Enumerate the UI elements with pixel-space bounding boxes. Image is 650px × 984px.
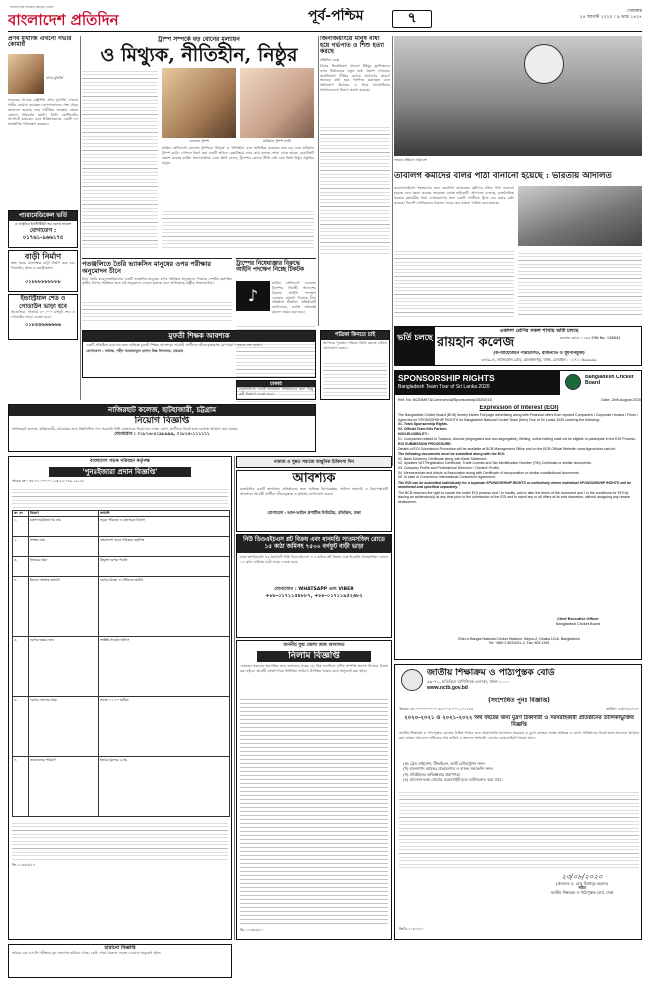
ad-dhanmondi-title: নিউ ডিওএইচএস প্লট বিক্রয় এবং ধানমন্ডি সাতমসজিদ রোডে ১৫ কাঠা জমিসহ ৭৫০০ বর্গফুট বাড়ী ভাড়া (237, 535, 391, 553)
ad-bcb-document: 01. Bank Solvency Certificate along with Bank Statement. (398, 456, 488, 461)
ad-lost (8, 944, 232, 978)
table-cell: সকাল ১১.০০ ঘটিকা (99, 697, 230, 757)
ad-nctb-condition: (ঘ) আবেদন ফরম বোর্ডের ওয়েবসাইট হতে ডাউনলোড করা যাবে। (403, 776, 503, 782)
ad-rayhan-top: একাদশ শ্রেণির সকল শাখায় ভর্তি চলছে (499, 328, 579, 334)
ad-punoroi-memo: স্মারক নং : ৩৫.০১.০০০০.১২৩.৫২.০৫৯.১৯-২৮ (12, 479, 84, 484)
ad-jobs (236, 380, 316, 400)
ad-bcb-address: Sher-e-Bangla National Cricket Stadium, Mirpur-2, Dhaka-1216, Bangladesh (458, 637, 580, 641)
ad-punoroi-table (12, 510, 230, 817)
protest-photo (394, 36, 642, 156)
ad-paramedical (8, 210, 78, 248)
column-rule (234, 456, 235, 940)
table-row (13, 697, 230, 757)
trump-body: মার্কিন প্রেসিডেন্ট ডোনাল্ড ট্রাম্পকে 'মিথ্যুক' ও 'নীতিহীন' বলে অভিহিত করেছেন তার বড় বোন মারিয়ান ট্রাম্প ব্যারি। গোপনে ধারণ করা একটি অডিও রেকর্ডিংয়ে এসব কথা বলতে শোনা গেছে তাকে। রেকর্ডিংটি প্রকাশ করেছে মার্কিন সংবাদমাধ্যম। এতে তিনি বলেন, ট্রাম্পের কোনো নীতি নেই এবং তিনি নিষ্ঠুর প্রকৃতির মানুষ। (162, 146, 314, 165)
dateline (580, 9, 642, 20)
table-header-cell: ক্র. নং (13, 510, 29, 516)
tablig-story (394, 172, 642, 322)
ad-mufti-title: মুফতী শিক্ষক আবশ্যক (83, 331, 315, 342)
ad-najirhat-title: নাজিরহাট কলেজ, হাটহাজারী, চট্টগ্রাম (9, 405, 315, 416)
ad-bcb-item: 02. Official Team Kits Partner. (398, 426, 448, 431)
table-cell: ৭. (13, 757, 29, 817)
ad-industrial-title: ইন্ডাস্ট্রিয়াল শেড ও গোডাউন ভাড়া হবে (19, 295, 67, 310)
ad-abashyak-body: রাজধানীর একটি স্বনামধন্য প্রতিষ্ঠানের জন্য অভিজ্ঞ হিসাবরক্ষক, অফিস সহকারী ও নিরাপত্তাকর্মী আবশ্যক। আগ্রহী প্রার্থীরা জীবনবৃত্তান্ত ও ছবিসহ যোগাযোগ করুন। (240, 487, 388, 497)
vaccine-body: চীনে তৈরি করোনাভাইরাসের একটি ভ্যাকসিন মানুষের ওপর পরীক্ষার অনুমোদন দিয়েছে দেশটির কর্তৃপক্ষ। তৃতীয় ধাপের পরীক্ষার জন্য এই অনুমোদন দেওয়া হয়েছে বলে জানিয়েছে রাষ্ট্রীয় সংবাদমাধ্যম। (82, 276, 232, 286)
ad-nctb-details (399, 789, 639, 869)
trump-caption-left: ডোনাল্ড ট্রাম্প (189, 139, 209, 143)
ad-paramedical-phone-label: যোগাযোগ : (29, 227, 57, 234)
table-cell: ইজারা সংক্রান্ত তথ্যাদি (29, 577, 99, 637)
ad-nilam-org: মাননীয় যুগ্ম জেলা জজ আদালত (283, 643, 345, 648)
ad-nctb-condition: (খ) হালনাগাদ আয়কর প্রত্যয়নপত্র ও ব্যাংক সলভেন্সি সনদ। (403, 766, 494, 772)
ad-lost-body: আমার এস.এস.সি পরীক্ষার মূল সনদপত্র হারিয়ে গেছে। কেউ পেয়ে থাকলে ফেরত দেওয়ার অনুরোধ রইল। (12, 951, 162, 956)
ad-bcb-banner (395, 371, 560, 395)
table-row (13, 757, 230, 817)
ad-bcb-sign-title: Chief Executive Officer (557, 617, 599, 621)
ad-nctb-title: জাতীয় শিক্ষাক্রম ও পাঠ্যপুস্তক বোর্ড (427, 668, 555, 678)
ad-nctb-intro: ২০২০-২০২১ ও ২০২১-২০২২ অর্থ বছরের জন্য মুদ্রণ ঠিকাদারী ও সরবরাহকারী প্রতিষ্ঠানের তালিকাভুক্তির বিজ্ঞপ্তি (404, 715, 634, 728)
ad-mufti-contact: যোগাযোগ : অধ্যক্ষ, শহীদ আরাফাতুল হাসান উচ্চ বিদ্যালয়, চট্টগ্রাম (86, 348, 184, 353)
jinjiang-headline: জিনজিয়াংয়ে মানুষ বাধ্য হয়ে গর্ভপাত ও শিশু হত্যা করছে (320, 36, 385, 55)
jinjiang-body-more (320, 124, 390, 256)
ad-najirhat-body: নাজিরহাট কলেজ, হাটহাজারী, চট্টগ্রামের জন্য নিম্নলিখিত পদে সরকারি বিধি মোতাবেক নিয়োগের লক্ষ্যে যোগ্য প্রার্থীদের নিকট হতে দরখাস্ত আহ্বান করা যাচ্ছে। (12, 427, 238, 431)
dateline-date: ২৪ আগস্ট ২০২০ । ৯ ভাদ্র ১৪২৭ (579, 14, 642, 20)
table-cell: ২. (13, 537, 29, 557)
table-cell: সংশ্লিষ্ট সার্কেল অফিস (99, 637, 230, 697)
ad-bcb-intro: The Bangladesh Cricket Board (BCB) hereby invites Full page advertising along with Financial offers from reputed Companies / Corporate Houses / Firms / Agencies for SPONSORSHIP RIGHTS for Bangladesh National Cricket Team (Men) Tour of Sri Lanka 2020 covering the following: (398, 413, 638, 422)
column-rule (392, 36, 393, 466)
table-cell: সড়ক পরিবহন ও মহাসড়ক বিভাগ (99, 517, 230, 537)
ad-abashyak (236, 470, 392, 532)
trump-body-more (162, 208, 314, 248)
brand-logo: বাংলাদেশ প্রতিদিন (8, 11, 119, 29)
ad-industrial (8, 294, 78, 340)
ad-bcb-submission: Details of EOI Submission Procedure will be available at BCB Management Office and on the BCB Official Website: www.tigercricket.com.bd (398, 446, 616, 451)
ad-bcb-note: The EOI can be submitted individually for a separate SPONSORSHIP RIGHTS or collectively where individual SPONSORSHIP RIGHTS will be mentioned and specified separately. (398, 480, 631, 490)
trump-body-col1 (82, 68, 158, 248)
ad-bcb-date: Date: 24th August 2020 (601, 398, 641, 402)
ad-rayhan-phone: মোবাইল : ০১৭১০৫৯৯৯৯৯ (552, 358, 597, 362)
ad-magazine-title: পত্রিকা কিনতে চাই (321, 331, 389, 340)
ad-bcb-document: 02. Updated VAT Registration Certificate, Trade License and Tax Identification Number (TIN) Certificate or similar documents. (398, 461, 592, 466)
trump-caption-right: মারিয়ান ট্রাম্প ব্যারি (263, 139, 291, 143)
ad-punoroi-title: 'পুনঃইজারা প্রদান বিজ্ঞপ্তি' (49, 467, 191, 478)
table-header-cell: তথ্যাদি (99, 510, 230, 516)
ad-industrial-body: আশুলিয়া, সাভারে ৪০,০০০ বর্গফুট শেড ও গোডাউন ভাড়া দেওয়া হবে। (11, 310, 75, 319)
ad-dhanmondi-body: ঢাকা ক্যান্টনমেন্ট এর মহাখালী নিউ ডিওএইচএস এ ৫ কাঠার প্লট বিক্রয় এবং ধানমন্ডি সাতমসজিদ রোডে ১৫ কাঠা জমিসহ বাড়ী ভাড়া দেওয়া হবে। (240, 554, 388, 564)
jinjiang-body: চীনের জিনজিয়াং প্রদেশে উইঘুর মুসলিমদের ওপর নির্যাতনের নতুন তথ্য প্রকাশ পেয়েছে। জন্মনিয়ন্ত্রণ নীতির কঠোর প্রয়োগের কারণে অনেকে বাধ্য হয়ে গর্ভপাত করাচ্ছেন বলে অভিযোগ উঠেছে। এ নিয়ে মানবাধিকার সংগঠনগুলো উদ্বেগ প্রকাশ করেছে। (320, 63, 390, 93)
ad-bcb-document: 03. Company Profile and Professional Directors' / Owners' Profile. (398, 466, 500, 471)
ad-mufti (82, 330, 316, 378)
ad-dhanmondi-whatsapp: যোগাযোগ : WHATSAPP এবং VIBER (274, 586, 354, 592)
table-cell: মন্ত্রণালয়/বিভাগের নাম (29, 517, 99, 537)
ad-rayhan-eiin: কলেজ কোড: ১১৬৬ EIIN No. 138642 (560, 336, 621, 340)
table-header-cell: বিবরণ (29, 510, 99, 516)
pranab-body: ভারতের সাবেক রাষ্ট্রপতি প্রণব মুখার্জি এখনো গভীর কোমায় রয়েছেন। হাসপাতালের পক্ষ থেকে জানানো হয়েছে তার শারীরিক অবস্থার তেমন কোনো পরিবর্তন হয়নি। তিনি ভেন্টিলেটর সাপোর্টে রয়েছেন এবং চিকিৎসকদের একটি দল সার্বক্ষণিক পর্যবেক্ষণ করছেন। (8, 98, 78, 127)
page-number-box (392, 10, 432, 28)
ad-nctb-footer: জিডি-১১৪০/২০ (399, 927, 424, 931)
trump-story (82, 36, 316, 256)
column-rule (318, 36, 319, 326)
ad-bari-phone: ০১৮৮৮৮৮৮৮৮৮ (25, 279, 61, 285)
vaccine-headline: পতঞ্জলিতে তৈরি ভ্যাকসিন মানুষের ওপর পরীক্ষার অনুমোদন চীনে (82, 260, 211, 275)
ad-nilam-title: নিলাম বিজ্ঞপ্তি (257, 651, 371, 662)
trump-headline: ও মিথ্যুক, নীতিহীন, নিষ্ঠুর (100, 43, 298, 66)
tiktok-headline: ট্রাম্পের নিষেধাজ্ঞার বিরুদ্ধে আইনি পদক্ষেপ নিচ্ছে টিকটক (236, 261, 304, 274)
ad-nctb-body: জাতীয় শিক্ষাক্রম ও পাঠ্যপুস্তক বোর্ডের বিভিন্ন শাখার জন্য প্রয়োজনীয় মালামাল সরবরাহ ও মুদ্রণ কাজের লক্ষ্যে অভিজ্ঞ ও যোগ্য প্রতিষ্ঠানের নিকট হতে আবেদন আহ্বান করা যাচ্ছে। আবেদন দাখিলের শেষ তারিখ ও অন্যান্য শর্তাবলি বোর্ডের ওয়েবসাইটে পাওয়া যাবে। (399, 731, 639, 740)
ad-bcb-tour: Bangladesh Team Tour of Sri Lanka 2020 (398, 383, 490, 390)
nctb-logo-icon (401, 669, 423, 691)
table-cell: দরপত্র খোলার সময় (29, 697, 99, 757)
dateline-day: সোমবার (627, 9, 642, 14)
ad-bari-title: বাড়ী নির্মাণ (24, 251, 62, 261)
ad-abashyak-contact: যোগাযোগ : আল-আমিন প্রপার্টিজ লিমিটেড, মতিঝিল, ঢাকা (267, 510, 361, 516)
trump-photo (162, 68, 236, 138)
ad-magazine (320, 330, 390, 400)
ad-bcb-org: Bangladesh Cricket Board (585, 375, 634, 386)
ad-bcb-ref: Ref. No: BCB/MKT&Commercial/Sponsorship/2020/215 (398, 398, 492, 402)
ad-bcb-document: 05. In case of Consortium International Consortium Agreement. (398, 475, 496, 480)
ad-paramedical-phone: ০১৭৬১-৯৬৬১৭৫ (22, 234, 64, 241)
ad-bcb-item: 01. Team Sponsorship Rights. (398, 422, 448, 427)
ad-mufti-body: একটি প্রতিষ্ঠিত মাদ্রাসার জন্য অভিজ্ঞ মুফতী শিক্ষক আবশ্যক। আগ্রহী প্রার্থীদের জীবনবৃত্তান্তসহ যোগাযোগ করতে বলা হলো। (86, 342, 262, 347)
section-title: পূর্ব-পশ্চিম (308, 8, 364, 24)
ad-industrial-phone: ০১৮৪৪৬৬৬৬৬৬ (25, 322, 61, 328)
music-note-icon: ♪ (247, 286, 259, 305)
ad-dhanmondi-phone: +৮৮-০১৭১১৫৪৮৮৭, +৮৮-০১৭১১৯৫২৬৮২ (265, 592, 363, 599)
table-cell: বাংলাদেশ সড়ক পরিবহন কর্তৃপক্ষ (99, 537, 230, 557)
protest-caption: লন্ডনে প্রতিবাদ সমাবেশ (394, 158, 427, 162)
ad-rayhan-address: ৩৭/৯-এ, তাজিয়ালি রোড, মোহাম্মদপুর, ঢাকা (481, 358, 551, 362)
ad-paramedical-title: প্যারামেডিকেল ভর্তি (9, 211, 77, 221)
trump-kicker: ট্রাম্প সম্পর্কে বড় বোনের মূল্যায়ন (158, 36, 240, 43)
ad-dhanmondi (236, 534, 392, 638)
ad-paramedical-line: ও আধুনিক ইনস্টিটিউট অব হেলথ সায়েন্স (14, 221, 72, 226)
ad-nctb-date: তারিখ: ২৩/০৮/২০২০ (606, 707, 639, 711)
table-cell: সংস্থার নাম (29, 537, 99, 557)
jinjiang-source: প্রতিদিন ডেস্ক (320, 57, 339, 62)
table-cell: ৫. (13, 637, 29, 697)
ad-bcb-eligibility: 01. Companies related to Tobacco, Alcohol (segregated and non-segregated), Betting, online betting shall not be eligible to participate in the EOI Process. (398, 436, 636, 441)
table-cell: ৬. (13, 697, 29, 757)
table-row (13, 577, 230, 637)
ad-nctb-condition: (গ) প্রতিষ্ঠানের অভিজ্ঞতার প্রমাণপত্র। (403, 771, 461, 777)
table-cell: ৪. (13, 577, 29, 637)
table-cell: ৩. (13, 557, 29, 577)
ad-jobs-body: রাজধানীতে একটি স্বনামধন্য প্রতিষ্ঠানের জন্য কিছু কর্মী নিয়োগ দেওয়া হবে। (239, 387, 313, 397)
table-cell: দরপত্র বিক্রয় ও দাখিলের তারিখ (99, 577, 230, 637)
brand-tagline: বাংলাদেশের সর্বাধিক প্রচারিত দৈনিক (10, 6, 54, 9)
ad-nilam-body: এতদ্বারা সকলের অবগতির জন্য জানানো যাচ্ছে যে, নিম্ন তফসিলে বর্ণিত সম্পত্তি প্রকাশ্য নিলামে বিক্রয় করা হইবে। আগ্রহী ক্রেতাগণকে নির্ধারিত তারিখে উপস্থিত থাকার জন্য অনুরোধ করা হইল। (240, 663, 388, 673)
ad-punoroi-terms (12, 820, 228, 860)
ad-doctor-title: নামাজ ও সুন্নত সমাজে আধুনিক চিকিৎসা দিন (273, 460, 355, 465)
ad-bari (8, 250, 78, 292)
vaccine-story (82, 258, 232, 328)
ad-bcb-eligibility-head: NON-ELIGIBILITY : (398, 432, 430, 437)
table-cell: ইজারার ধরন (29, 557, 99, 577)
ad-bcb-documents-head: The following documents must be submitted along with the EOI: (398, 452, 505, 457)
ad-punoroi-intro (12, 486, 228, 508)
table-cell: ১. (13, 517, 29, 537)
column-rule (80, 36, 81, 400)
tablig-body-col2 (518, 250, 642, 318)
ad-nilam (236, 640, 392, 940)
table-row (13, 517, 230, 537)
ad-bcb-eoi-title: Expression of Interest (EOI) (479, 405, 559, 411)
ad-bcb-submission-head: EOI SUBMISSION PROCEDURE: (398, 442, 452, 447)
jinjiang-story (320, 36, 390, 256)
ad-punoroi-notice: বাংলাদেশ সড়ক পরিবহন কর্তৃপক্ষ (89, 459, 151, 464)
tiktok-logo (236, 281, 270, 311)
ad-abashyak-title: আবশ্যক (292, 471, 336, 486)
table-row (13, 537, 230, 557)
ad-bcb-document: 04. Memorandum and Article of Association along with Certificate of Incorporation or similar constitutional documents. (398, 470, 580, 475)
tablig-body: করোনাভাইরাস সংক্রমণের জন্য তাবলিগ জামাতের কর্মীদের বলির পাঁঠা বানানো হয়েছে বলে মন্তব্য করেছে ভারতের বোম্বে হাইকোর্ট। আদালত বলেছে, রাজনৈতিক সরকার মহামারীর সময় দোষারোপের জন্য একটি গোষ্ঠীকে খুঁজে বের করার চেষ্টা করেছে। বিদেশি নাগরিকদের বিরুদ্ধে দায়ের করা মামলা খারিজ করা হয়েছে। (394, 186, 514, 205)
ad-nctb-header (427, 668, 639, 691)
balloon-figure (524, 44, 564, 84)
ad-nctb-subtitle: (সংশোধিত পুনঃ বিজ্ঞপ্তি) (488, 697, 550, 704)
ad-rayhan-title: রায়হান কলেজ (437, 335, 515, 350)
marianne-photo (240, 68, 314, 138)
ad-nctb-signature-block (525, 873, 639, 896)
table-cell: উন্মুক্ত দরপত্র পদ্ধতি (99, 557, 230, 577)
ad-nctb-sign-role: সচিব (578, 885, 586, 891)
ad-nctb-condition: (ক) ট্রেড লাইসেন্স, টিআইএন, ভ্যাট রেজিস্ট্রেশন সনদ। (403, 761, 486, 766)
ad-magazine-body: আপনার পুরাতন পত্রিকা বিক্রি করতে চাইলে যোগাযোগ করুন। (323, 340, 387, 350)
pranab-caption: প্রণব মুখার্জি (46, 76, 64, 80)
ad-doctor (236, 456, 392, 468)
ad-rayhan: ভর্তি চলছে একাদশ শ্রেণির সকল শাখায় ভর্তি চলছে রায়হান কলেজ কলেজ কোড: ১১৬৬ EIIN No. 138642 (ক-আয়োজনে পরিচালিত, রাজনীতি ও ধূমপানমুক্ত) ৩৭/৯-এ, তাজিয়ালি রোড, মোহাম্মদপুর, ঢাকা, মোবাইল : ০১৭১০৫৯৯৯৯৯ (394, 326, 642, 366)
ad-nctb-memo: স্মারক: ৩৭.০০০০০০০০০.৩২০.০৮.০০১.২০-১৮৪ (399, 707, 474, 711)
pranab-headline: প্রণব মুখার্জি এখনো গভীর কোমায় (8, 36, 72, 49)
ad-nilam-footer: জি-১১৩৪৫/২০ (240, 927, 264, 932)
pranab-photo (8, 54, 44, 94)
ad-nctb-web: www.nctb.gov.bd (427, 684, 468, 691)
ad-rayhan-banner: ভর্তি চলছে (395, 327, 435, 365)
tablig-photo (518, 186, 642, 246)
ad-najirhat-contact: যোগাযোগ : ০১৮১৬-৫১৯৮৯৯৯, ০১৮১৪-১১১১১১ (114, 431, 210, 437)
ad-punoroi-footer: জি-১১৩৪৪/২০ (12, 863, 36, 868)
pranab-story (8, 36, 78, 206)
ad-bcb-signature-block (515, 617, 641, 626)
table-cell: দরপত্র জমার স্থান (29, 637, 99, 697)
ad-rayhan-subtitle: (ক-আয়োজনে পরিচালিত, রাজনীতি ও ধূমপানমুক্ত) (493, 351, 585, 356)
ad-nctb-sign-name: (প্রফেসর ড. মোঃ মিজানুর রহমান) (556, 880, 608, 886)
ad-nctb-address: ৬৯-৭০, মতিঝিল বাণিজ্যিক এলাকা, ঢাকা-১০০০ (427, 679, 510, 685)
tablig-headline: তাবলিগ কর্মীদের বলির পাঁঠা বানানো হয়েছে : ভারতীয় আদালত (394, 172, 612, 181)
ad-nctb-sign-org: জাতীয় শিক্ষাক্রম ও পাঠ্যপুস্তক বোর্ড, ঢাকা (550, 890, 614, 896)
ad-bcb-sponsorship: SPONSORSHIP RIGHTS (398, 373, 495, 383)
ad-najirhat (8, 404, 316, 452)
masthead (8, 6, 642, 32)
ad-magazine-more (323, 360, 387, 400)
ad-bcb-sign-org: Bangladesh Cricket Board (555, 621, 601, 626)
ad-jobs-title: চাকরি (237, 381, 315, 387)
ad-bcb (394, 370, 642, 660)
tiktok-body: মার্কিন প্রেসিডেন্ট ডোনাল্ড ট্রাম্পের নির্বাহী আদেশের বিরুদ্ধে আইনি পদক্ষেপ নেওয়ার ঘোষণা দিয়েছে চীনা প্রতিষ্ঠান টিকটক। প্রতিষ্ঠানটি জানিয়েছে, চলতি সপ্তাহেই মামলা দায়ের করা হবে। (272, 281, 316, 315)
ad-bari-body: অল্প খরচে মানসম্মত বাড়ী নির্মাণ করা হয়। ডিজাইন, প্ল্যান ও কনস্ট্রাকশন। (11, 261, 75, 270)
ad-bcb-tel: Tel: +880 2 8031001-4, Fax: 803 1199 (488, 641, 550, 646)
table-cell: ইজারা মূল্যের ২৫% (99, 757, 230, 817)
ad-najirhat-subtitle: নিয়োগ বিজ্ঞপ্তি (134, 415, 190, 426)
ad-nctb-signature: ২৩/০৮/২০২০ (561, 873, 603, 881)
vaccine-body-more (82, 299, 232, 323)
ad-punoroi (8, 456, 232, 940)
ad-bcb-reserve: The BCB reserves the right to cancel the entire EOI process and / or modify, add or alter the terms of the document and / or the conditions for EOI by issuing an addendum(s) at any time prior to the submission of the EOI and to reject any or all offers at its sole discretion, without assigning any reason whatsoever. (398, 490, 631, 504)
table-row (13, 637, 230, 697)
ad-nctb (394, 664, 642, 940)
ad-lost-title: হারানো বিজ্ঞপ্তি (104, 945, 136, 951)
ad-bcb-body (398, 413, 640, 504)
table-cell: জামানতের পরিমাণ (29, 757, 99, 817)
ad-nilam-schedule (240, 696, 388, 926)
ad-nctb-conditions (403, 761, 637, 782)
table-row (13, 557, 230, 577)
bcb-logo-icon (565, 374, 581, 390)
ad-bcb-footer (395, 637, 642, 646)
tablig-body-more (394, 248, 514, 318)
page-number: ৭ (407, 10, 417, 26)
